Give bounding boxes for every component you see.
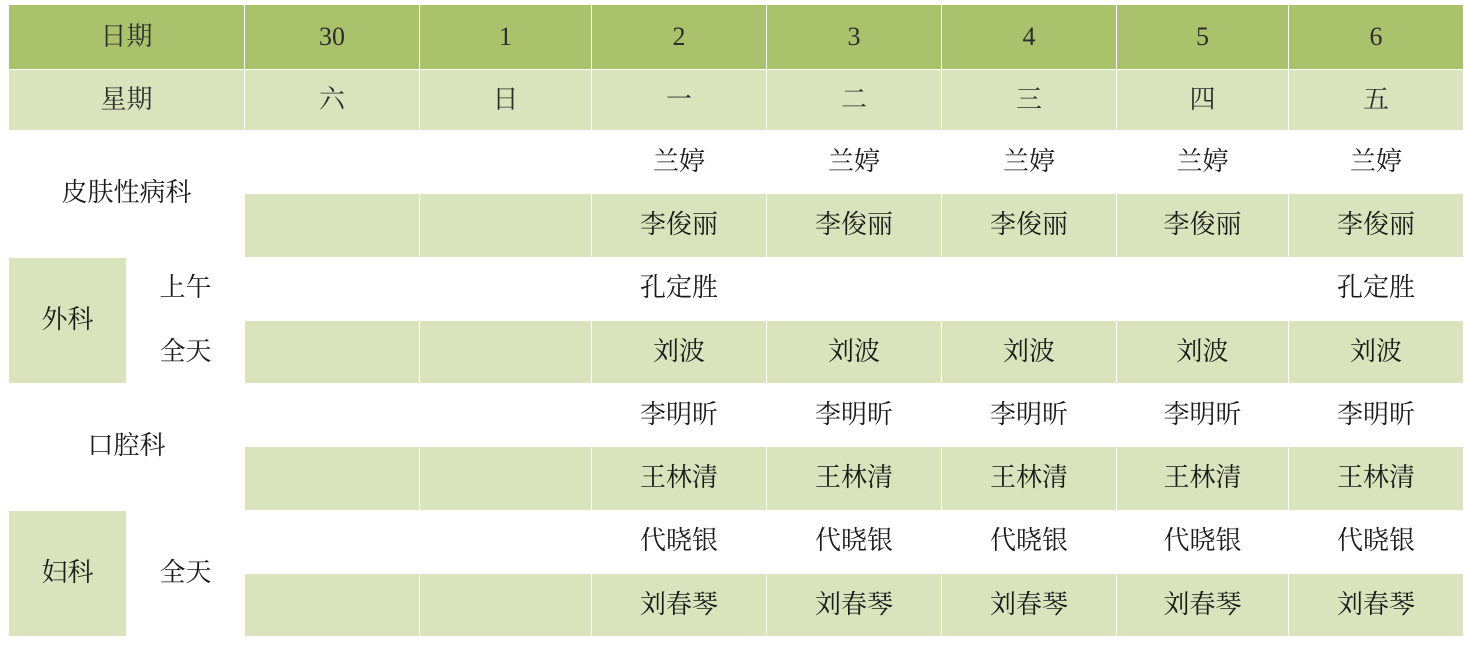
header-weekday-0: 六 <box>245 70 420 131</box>
schedule-cell: 代晓银 <box>1289 510 1464 573</box>
schedule-cell <box>420 573 592 636</box>
schedule-cell <box>420 257 592 320</box>
schedule-cell: 李明昕 <box>767 384 942 447</box>
schedule-cell <box>245 320 420 383</box>
schedule-cell: 代晓银 <box>767 510 942 573</box>
clinic-schedule-table <box>8 4 1464 637</box>
schedule-cell <box>420 510 592 573</box>
schedule-cell: 兰婷 <box>1117 131 1289 194</box>
schedule-cell <box>245 573 420 636</box>
header-week-label: 星期 <box>9 70 245 131</box>
header-weekday-3: 二 <box>767 70 942 131</box>
header-weekday-4: 三 <box>942 70 1117 131</box>
schedule-cell: 刘波 <box>1289 320 1464 383</box>
schedule-cell: 刘春琴 <box>942 573 1117 636</box>
schedule-cell: 王林清 <box>1117 447 1289 510</box>
schedule-cell: 李俊丽 <box>592 194 767 257</box>
schedule-cell: 李俊丽 <box>1289 194 1464 257</box>
table-row <box>9 510 1464 573</box>
schedule-cell: 兰婷 <box>592 131 767 194</box>
schedule-cell <box>420 320 592 383</box>
schedule-cell <box>420 194 592 257</box>
schedule-cell: 李明昕 <box>1289 384 1464 447</box>
schedule-cell <box>245 131 420 194</box>
schedule-cell: 孔定胜 <box>1289 257 1464 320</box>
schedule-cell: 兰婷 <box>942 131 1117 194</box>
schedule-cell: 李俊丽 <box>942 194 1117 257</box>
table-row <box>9 257 1464 320</box>
header-date-label: 日期 <box>9 5 245 70</box>
table-row <box>9 131 1464 194</box>
schedule-cell: 兰婷 <box>1289 131 1464 194</box>
schedule-cell <box>420 384 592 447</box>
schedule-cell <box>420 447 592 510</box>
schedule-cell: 代晓银 <box>1117 510 1289 573</box>
schedule-cell <box>245 510 420 573</box>
schedule-cell <box>245 257 420 320</box>
department-label-surgery: 外科 <box>9 257 127 384</box>
department-label-dermatology: 皮肤性病科 <box>9 131 245 258</box>
schedule-cell: 孔定胜 <box>592 257 767 320</box>
header-date-5: 5 <box>1117 5 1289 70</box>
header-weekday-2: 一 <box>592 70 767 131</box>
schedule-cell: 王林清 <box>1289 447 1464 510</box>
schedule-cell: 兰婷 <box>767 131 942 194</box>
table-row <box>9 320 1464 383</box>
header-date-6: 6 <box>1289 5 1464 70</box>
schedule-cell <box>245 447 420 510</box>
header-weekday-6: 五 <box>1289 70 1464 131</box>
schedule-cell: 王林清 <box>942 447 1117 510</box>
schedule-cell <box>245 194 420 257</box>
schedule-cell <box>942 257 1117 320</box>
header-weekday-1: 日 <box>420 70 592 131</box>
schedule-cell: 王林清 <box>767 447 942 510</box>
header-row-date <box>9 5 1464 70</box>
schedule-cell: 李明昕 <box>942 384 1117 447</box>
schedule-cell: 李明昕 <box>1117 384 1289 447</box>
shift-label-allday: 全天 <box>127 320 245 383</box>
department-label-gynecology: 妇科 <box>9 510 127 637</box>
schedule-cell <box>1117 257 1289 320</box>
shift-label-morning: 上午 <box>127 257 245 320</box>
schedule-cell: 刘春琴 <box>1289 573 1464 636</box>
schedule-cell: 刘波 <box>767 320 942 383</box>
header-row-weekday <box>9 70 1464 131</box>
schedule-cell: 李明昕 <box>592 384 767 447</box>
schedule-cell: 王林清 <box>592 447 767 510</box>
schedule-cell: 代晓银 <box>592 510 767 573</box>
schedule-cell: 刘春琴 <box>592 573 767 636</box>
schedule-cell: 刘波 <box>1117 320 1289 383</box>
table-row <box>9 384 1464 447</box>
schedule-cell <box>420 131 592 194</box>
header-date-0: 30 <box>245 5 420 70</box>
schedule-cell <box>245 384 420 447</box>
header-date-3: 3 <box>767 5 942 70</box>
schedule-cell: 代晓银 <box>942 510 1117 573</box>
header-weekday-5: 四 <box>1117 70 1289 131</box>
schedule-cell: 刘春琴 <box>1117 573 1289 636</box>
schedule-cell: 刘波 <box>942 320 1117 383</box>
schedule-cell: 刘春琴 <box>767 573 942 636</box>
schedule-cell: 李俊丽 <box>767 194 942 257</box>
schedule-cell: 李俊丽 <box>1117 194 1289 257</box>
department-label-dental: 口腔科 <box>9 384 245 511</box>
header-date-4: 4 <box>942 5 1117 70</box>
header-date-1: 1 <box>420 5 592 70</box>
schedule-cell: 刘波 <box>592 320 767 383</box>
shift-label-allday-gyn: 全天 <box>127 510 245 637</box>
header-date-2: 2 <box>592 5 767 70</box>
schedule-cell <box>767 257 942 320</box>
